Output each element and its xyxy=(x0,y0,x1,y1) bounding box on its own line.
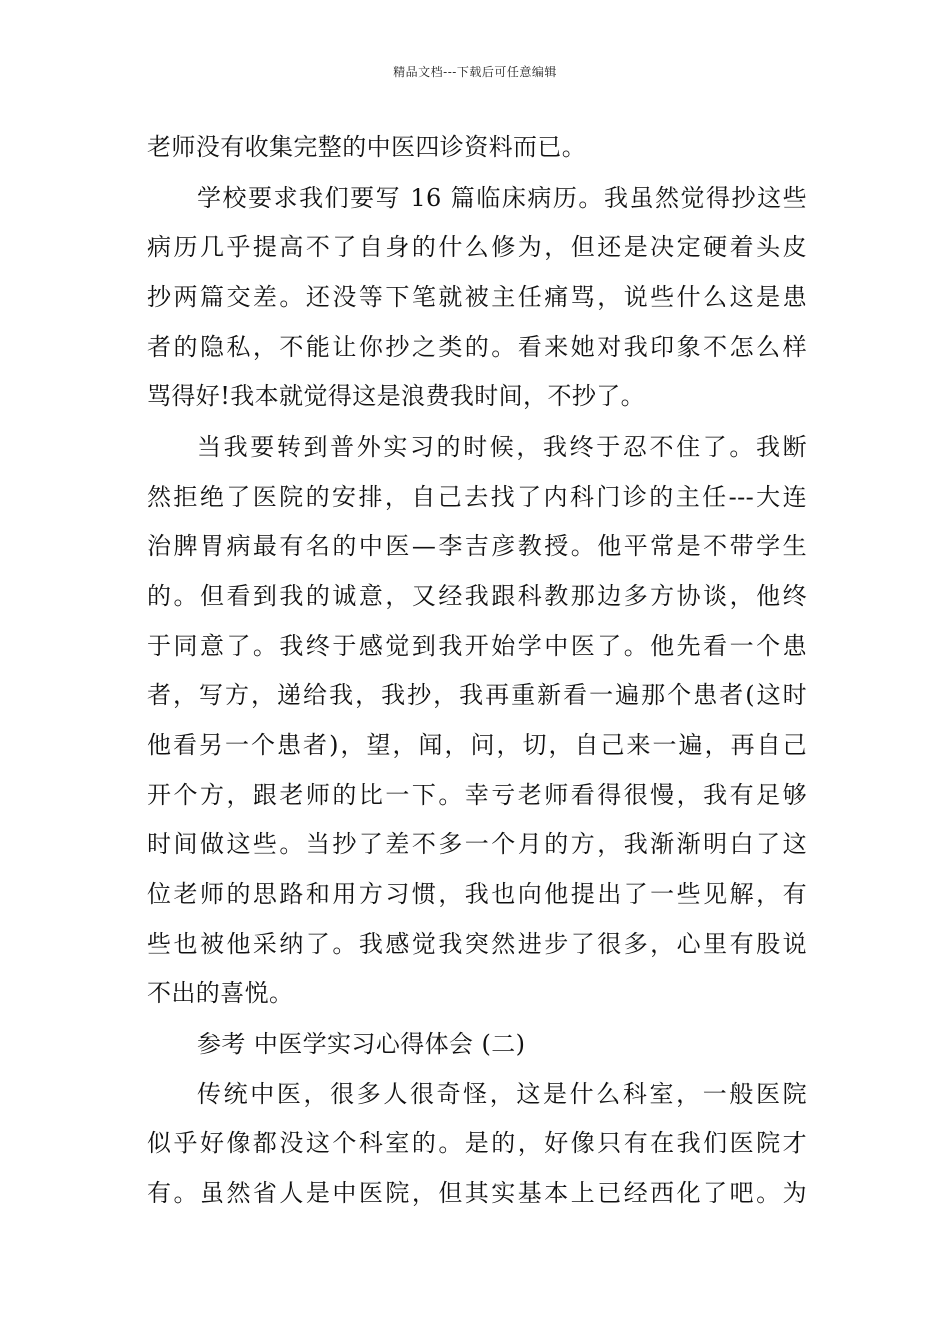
text-line: 病历几乎提高不了自身的什么修为，但还是决定硬着头皮 xyxy=(147,233,807,261)
text-line: 的。但看到我的诚意，又经我跟科教那边多方协谈，他终 xyxy=(147,582,807,610)
page-header: 精品文档---下载后可任意编辑 xyxy=(393,65,557,79)
text-line: 者的隐私，不能让你抄之类的。看来她对我印象不怎么样 xyxy=(147,333,807,361)
section-heading: 参考 中医学实习心得体会 (二) xyxy=(197,1030,526,1058)
text-line: 抄两篇交差。还没等下笔就被主任痛骂，说些什么这是患 xyxy=(147,283,807,311)
text-line: 骂得好!我本就觉得这是浪费我时间，不抄了。 xyxy=(147,382,646,410)
text-line: 有。虽然省人是中医院，但其实基本上已经西化了吧。为 xyxy=(147,1179,807,1207)
text-line: 位老师的思路和用方习惯，我也向他提出了一些见解，有 xyxy=(147,880,807,908)
text-line: 他看另一个患者)，望，闻，问，切，自己来一遍，再自己 xyxy=(147,731,807,759)
text-line: 似乎好像都没这个科室的。是的，好像只有在我们医院才 xyxy=(147,1129,807,1157)
text-line: 时间做这些。当抄了差不多一个月的方，我渐渐明白了这 xyxy=(147,830,807,858)
text-line: 然拒绝了医院的安排，自己去找了内科门诊的主任---大连 xyxy=(147,483,807,511)
text-line: 传统中医，很多人很奇怪，这是什么科室，一般医院 xyxy=(197,1080,807,1108)
text-line: 者，写方，递给我，我抄，我再重新看一遍那个患者(这时 xyxy=(147,681,807,709)
text-line: 治脾胃病最有名的中医—李吉彦教授。他平常是不带学生 xyxy=(147,532,807,560)
text-line: 不出的喜悦。 xyxy=(147,979,294,1007)
text-line: 于同意了。我终于感觉到我开始学中医了。他先看一个患 xyxy=(147,632,807,660)
text-line: 老师没有收集完整的中医四诊资料而已。 xyxy=(147,133,587,161)
text-line: 学校要求我们要写 16 篇临床病历。我虽然觉得抄这些 xyxy=(197,184,807,212)
text-line: 些也被他采纳了。我感觉我突然进步了很多，心里有股说 xyxy=(147,930,807,958)
text-line: 当我要转到普外实习的时候，我终于忍不住了。我断 xyxy=(197,433,807,461)
text-line: 开个方，跟老师的比一下。幸亏老师看得很慢，我有足够 xyxy=(147,781,807,809)
